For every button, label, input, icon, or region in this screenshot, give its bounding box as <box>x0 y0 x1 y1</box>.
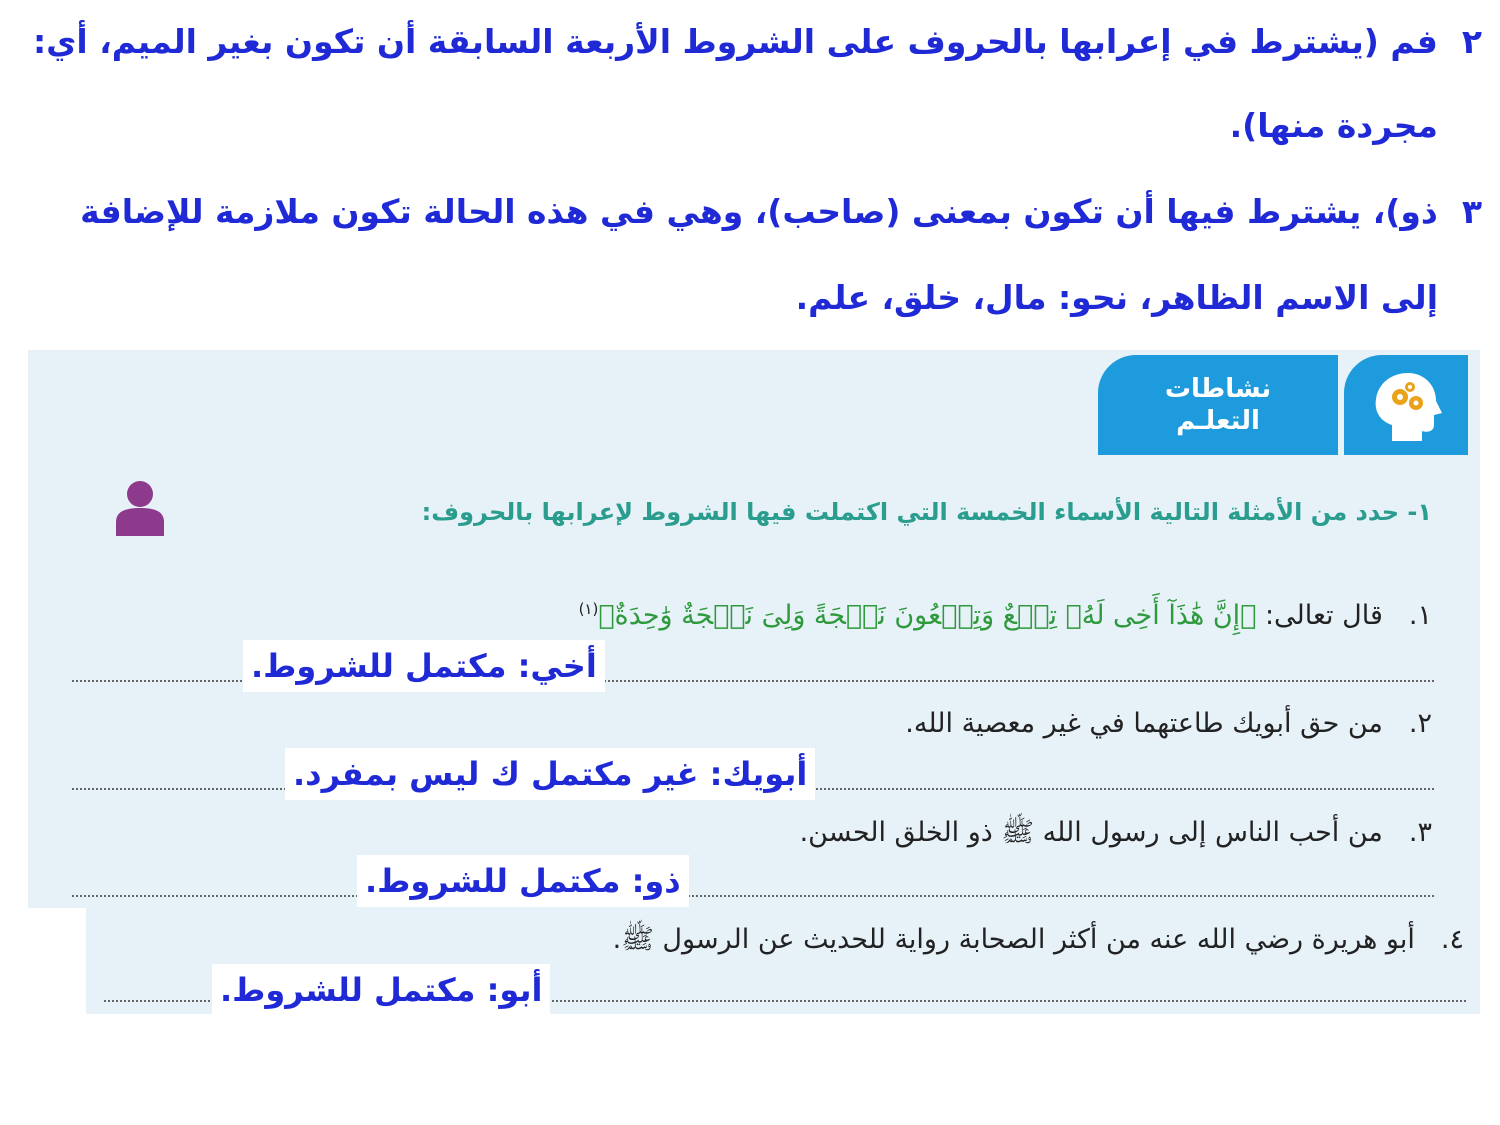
rule-text: فم (يشترط في إعرابها بالحروف على الشروط الأربعة السابقة أن تكون بغير الميم، أي: <box>32 22 1438 61</box>
item-number: ١. <box>1408 600 1432 631</box>
item-number: ٤. <box>1440 924 1464 955</box>
rule-continuation: إلى الاسم الظاهر، نحو: مال، خلق، علم. <box>795 278 1438 317</box>
rule-number: ٣ <box>1461 192 1482 231</box>
task-instruction: ١- حدد من الأمثلة التالية الأسماء الخمسة التي اكتملت فيها الشروط لإعرابها بالحروف: <box>421 498 1432 526</box>
rule-text: ذو)، يشترط فيها أن تكون بمعنى (صاحب)، وهي في هذه الحالة تكون ملازمة للإضافة <box>80 192 1438 231</box>
example-item-3 <box>800 815 1432 855</box>
answer-line <box>72 895 1434 897</box>
head-gears-icon <box>1344 355 1468 455</box>
answer-3: ذو: مكتمل للشروط. <box>357 855 689 907</box>
item-number: ٢. <box>1408 708 1432 739</box>
rule-continuation: مجردة منها). <box>1229 106 1438 145</box>
item-prefix: قال تعالى: <box>1264 600 1383 631</box>
badge-line-2: التعلـم <box>1176 406 1260 436</box>
learning-activities-badge <box>1098 355 1470 455</box>
quran-verse: ﴿إِنَّ هَٰذَآ أَخِى لَهُۥ تِسۡعٌ وَتِسۡعُونَ نَعۡجَةً وَلِىَ نَعۡجَةٌ وَٰحِدَةٌ﴾ <box>598 600 1257 631</box>
rule-3 <box>80 192 1482 232</box>
example-item-2 <box>905 708 1432 739</box>
rule-2 <box>32 22 1482 62</box>
rule-number: ٢ <box>1461 22 1482 61</box>
item-number: ٣. <box>1408 817 1432 848</box>
person-icon <box>112 478 168 538</box>
footnote-marker: (١) <box>578 600 599 618</box>
item-text: من أحب الناس إلى رسول الله ﷺ ذو الخلق الحسن. <box>799 817 1383 848</box>
answer-1: أخي: مكتمل للشروط. <box>243 640 605 692</box>
answer-2: أبويك: غير مكتمل ك ليس بمفرد. <box>285 748 815 800</box>
example-item-4 <box>613 922 1464 962</box>
example-item-1 <box>579 600 1432 631</box>
item-text: أبو هريرة رضي الله عنه من أكثر الصحابة رواية للحديث عن الرسول ﷺ. <box>612 924 1415 955</box>
badge-line-1: نشاطات <box>1164 373 1272 404</box>
item-text: من حق أبويك طاعتهما في غير معصية الله. <box>905 708 1383 739</box>
answer-4: أبو: مكتمل للشروط. <box>212 964 550 1016</box>
badge-label <box>1098 355 1338 455</box>
